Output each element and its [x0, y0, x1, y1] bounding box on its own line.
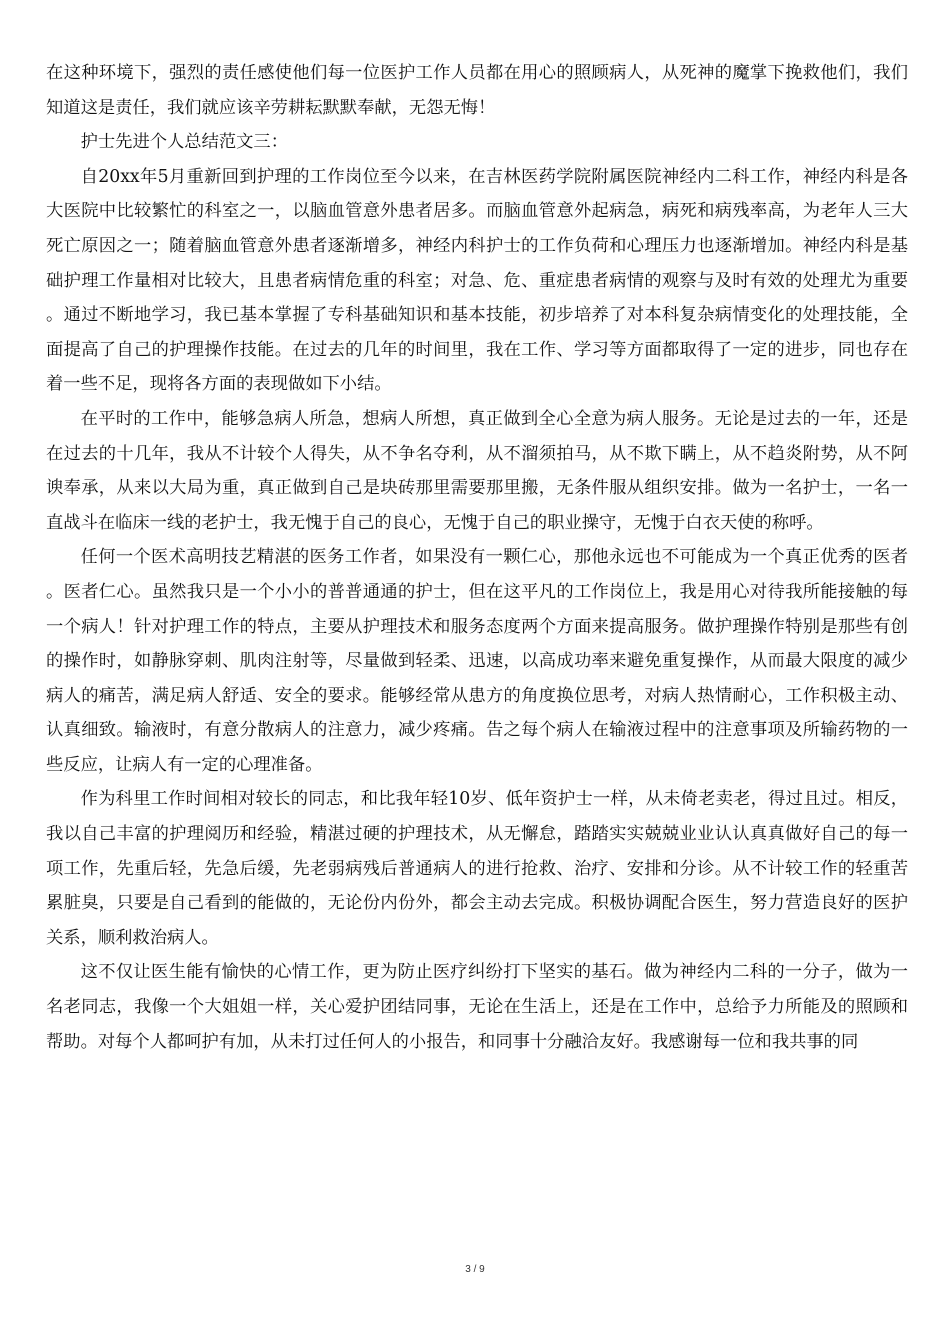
paragraph-7: 这不仅让医生能有愉快的心情工作，更为防止医疗纠纷打下坚实的基石。做为神经内二科的一分子，做为一名老同志，我像一个大姐姐一样，关心爱护团结同事，无论在生活上，还是在工作中，总给予力所能及的照顾和帮助。对每个人都呵护有加，从未打过任何人的小报告，和同事十分融洽友好。我感谢每一位和我共事的同 [46, 962, 908, 1052]
paragraph-6: 作为科里工作时间相对较长的同志，和比我年轻10岁、低年资护士一样，从未倚老卖老，得过且过。相反，我以自己丰富的护理阅历和经验，精湛过硬的护理技术，从无懈怠，踏踏实实兢兢业业认认真真做好自己的每一项工作，先重后轻，先急后缓，先老弱病残后普通病人的进行抢救、治疗、安排和分诊。从不计较工作的轻重苦累脏臭，只要是自己看到的能做的，无论份内份外，都会主动去完成。积极协调配合医生，努力营造良好的医护关系，顺利救治病人。 [46, 789, 908, 948]
paragraph-4: 在平时的工作中，能够急病人所急，想病人所想，真正做到全心全意为病人服务。无论是过去的一年，还是在过去的十几年，我从不计较个人得失，从不争名夺利，从不溜须拍马，从不欺下瞒上，从不趋炎附势，从不阿谀奉承，从来以大局为重，真正做到自己是块砖那里需要那里搬，无条件服从组织安排。做为一名护士，一名一直战斗在临床一线的老护士，我无愧于自己的良心，无愧于自己的职业操守，无愧于白衣天使的称呼。 [46, 408, 908, 533]
paragraph-1: 在这种环境下，强烈的责任感使他们每一位医护工作人员都在用心的照顾病人，从死神的魔掌下挽救他们，我们知道这是责任，我们就应该辛劳耕耘默默奉献，无怨无悔！ [46, 63, 908, 118]
page-number: 3 / 9 [465, 1264, 485, 1275]
paragraph-5: 任何一个医术高明技艺精湛的医务工作者，如果没有一颗仁心，那他永远也不可能成为一个真正优秀的医者。医者仁心。虽然我只是一个小小的普普通通的护士，但在这平凡的工作岗位上，我是用心对待我所能接触的每一个病人！针对护理工作的特点，主要从护理技术和服务态度两个方面来提高服务。做护理操作特别是那些有创的操作时，如静脉穿刺、肌肉注射等，尽量做到轻柔、迅速，以高成功率来避免重复操作，从而最大限度的减少病人的痛苦，满足病人舒适、安全的要求。能够经常从患方的角度换位思考，对病人热情耐心，工作积极主动、认真细致。输液时，有意分散病人的注意力，减少疼痛。告之每个病人在输液过程中的注意事项及所输药物的一些反应，让病人有一定的心理准备。 [46, 547, 908, 775]
section-heading: 护士先进个人总结范文三： [80, 132, 288, 153]
paragraph-3: 自20xx年5月重新回到护理的工作岗位至今以来，在吉林医药学院附属医院神经内二科工作，神经内科是各大医院中比较繁忙的科室之一，以脑血管意外患者居多。而脑血管意外起病急，病死和病残率高，为老年人三大死亡原因之一；随着脑血管意外患者逐渐增多，神经内科护士的工作负荷和心理压力也逐渐增加。神经内科是基础护理工作量相对比较大，且患者病情危重的科室；对急、危、重症患者病情的观察与及时有效的处理尤为重要。通过不断地学习，我已基本掌握了专科基础知识和基本技能，初步培养了对本科复杂病情变化的处理技能，全面提高了自己的护理操作技能。在过去的几年的时间里，我在工作、学习等方面都取得了一定的进步，同也存在着一些不足，现将各方面的表现做如下小结。 [46, 166, 908, 395]
document-body [46, 56, 908, 1059]
